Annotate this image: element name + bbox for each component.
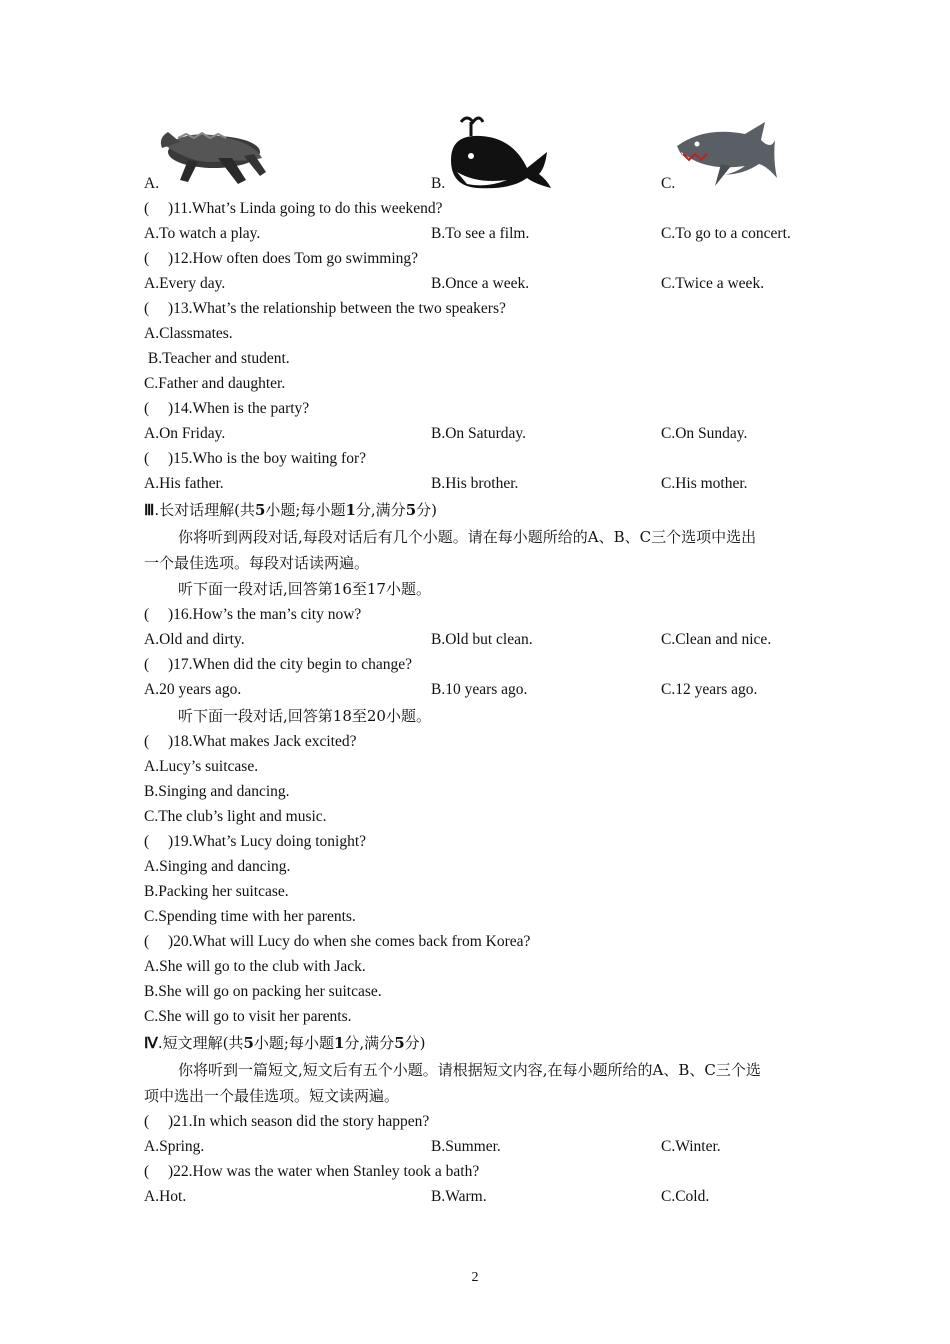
section-4-heading: Ⅳ.短文理解(共5小题;每小题1分,满分5分) — [144, 1034, 426, 1052]
section-3-part-1-note: 听下面一段对话,回答第16至17小题。 — [178, 580, 431, 598]
picture-option-c-label: C. — [661, 175, 676, 192]
section-4-instructions-line-2: 项中选出一个最佳选项。短文读两遍。 — [144, 1087, 400, 1105]
page-number: 2 — [471, 1270, 479, 1285]
q21-option-c[interactable]: C.Winter. — [661, 1138, 721, 1155]
q20-option-c[interactable]: C.She will go to visit her parents. — [144, 1008, 352, 1025]
section-3-heading: Ⅲ.长对话理解(共5小题;每小题1分,满分5分) — [144, 501, 437, 519]
section-3-instructions-line-2: 一个最佳选项。每段对话读两遍。 — [144, 554, 370, 572]
q18-option-b[interactable]: B.Singing and dancing. — [144, 783, 290, 800]
q15-option-b[interactable]: B.His brother. — [431, 475, 519, 492]
q13-option-a[interactable]: A.Classmates. — [144, 325, 233, 342]
q14-option-b[interactable]: B.On Saturday. — [431, 425, 526, 442]
q19-option-a[interactable]: A.Singing and dancing. — [144, 858, 291, 875]
question-20: ( )20.What will Lucy do when she comes back from Korea? — [144, 933, 531, 950]
q22-option-c[interactable]: C.Cold. — [661, 1188, 710, 1205]
q13-option-b[interactable]: B.Teacher and student. — [144, 350, 290, 367]
q18-option-c[interactable]: C.The club’s light and music. — [144, 808, 327, 825]
q21-option-a[interactable]: A.Spring. — [144, 1138, 205, 1155]
q11-option-a[interactable]: A.To watch a play. — [144, 225, 261, 242]
q15-option-c[interactable]: C.His mother. — [661, 475, 748, 492]
q21-option-b[interactable]: B.Summer. — [431, 1138, 501, 1155]
q17-option-c[interactable]: C.12 years ago. — [661, 681, 758, 698]
q16-option-b[interactable]: B.Old but clean. — [431, 631, 533, 648]
section-4-instructions-line-1: 你将听到一篇短文,短文后有五个小题。请根据短文内容,在每小题所给的A、B、C三个选 — [178, 1061, 761, 1079]
q17-option-b[interactable]: B.10 years ago. — [431, 681, 528, 698]
question-11: ( )11.What’s Linda going to do this weekend? — [144, 200, 443, 217]
q16-option-c[interactable]: C.Clean and nice. — [661, 631, 772, 648]
q14-option-a[interactable]: A.On Friday. — [144, 425, 226, 442]
question-22: ( )22.How was the water when Stanley took a bath? — [144, 1163, 480, 1180]
q22-option-b[interactable]: B.Warm. — [431, 1188, 487, 1205]
q11-option-b[interactable]: B.To see a film. — [431, 225, 530, 242]
q20-option-a[interactable]: A.She will go to the club with Jack. — [144, 958, 366, 975]
question-19: ( )19.What’s Lucy doing tonight? — [144, 833, 367, 850]
q16-option-a[interactable]: A.Old and dirty. — [144, 631, 245, 648]
q12-option-b[interactable]: B.Once a week. — [431, 275, 530, 292]
section-3-instructions-line-1: 你将听到两段对话,每段对话后有几个小题。请在每小题所给的A、B、C三个选项中选出 — [178, 528, 757, 546]
question-14: ( )14.When is the party? — [144, 400, 310, 417]
crocodile-icon — [158, 118, 270, 190]
question-21: ( )21.In which season did the story happen? — [144, 1113, 430, 1130]
q20-option-b[interactable]: B.She will go on packing her suitcase. — [144, 983, 382, 1000]
picture-option-b-label: B. — [431, 175, 446, 192]
q12-option-c[interactable]: C.Twice a week. — [661, 275, 765, 292]
question-13: ( )13.What’s the relationship between the two speakers? — [144, 300, 506, 317]
q19-option-b[interactable]: B.Packing her suitcase. — [144, 883, 289, 900]
q17-option-a[interactable]: A.20 years ago. — [144, 681, 242, 698]
picture-option-a-label: A. — [144, 175, 160, 192]
question-12: ( )12.How often does Tom go swimming? — [144, 250, 419, 267]
shark-icon — [675, 120, 779, 190]
question-18: ( )18.What makes Jack excited? — [144, 733, 357, 750]
question-15: ( )15.Who is the boy waiting for? — [144, 450, 367, 467]
q19-option-c[interactable]: C.Spending time with her parents. — [144, 908, 356, 925]
section-3-part-2-note: 听下面一段对话,回答第18至20小题。 — [178, 707, 431, 725]
q14-option-c[interactable]: C.On Sunday. — [661, 425, 748, 442]
q12-option-a[interactable]: A.Every day. — [144, 275, 226, 292]
whale-icon — [447, 114, 553, 190]
q15-option-a[interactable]: A.His father. — [144, 475, 224, 492]
q22-option-a[interactable]: A.Hot. — [144, 1188, 187, 1205]
question-16: ( )16.How’s the man’s city now? — [144, 606, 362, 623]
q13-option-c[interactable]: C.Father and daughter. — [144, 375, 286, 392]
question-17: ( )17.When did the city begin to change? — [144, 656, 413, 673]
q11-option-c[interactable]: C.To go to a concert. — [661, 225, 791, 242]
q18-option-a[interactable]: A.Lucy’s suitcase. — [144, 758, 259, 775]
